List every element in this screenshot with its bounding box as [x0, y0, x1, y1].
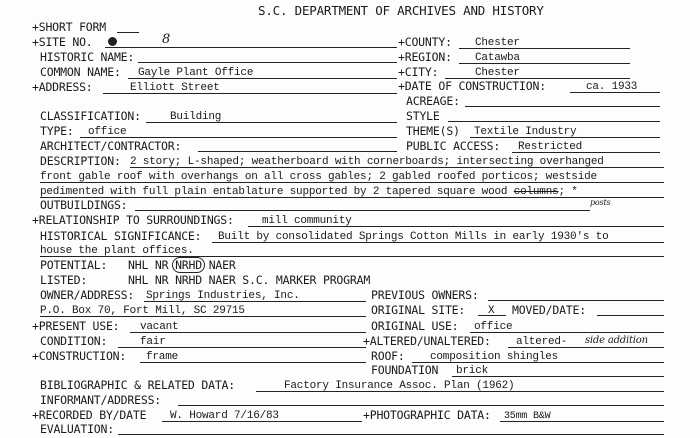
present-use-label: +PRESENT USE: [32, 319, 120, 333]
condition-value: fair [140, 336, 166, 348]
informant-label: INFORMANT/ADDRESS: [40, 393, 162, 407]
significance-rule-1 [212, 242, 664, 243]
altered-line [508, 347, 664, 348]
photographic-line [500, 421, 664, 422]
description-rule-3 [40, 197, 664, 198]
site-no-label: +SITE NO. [32, 35, 93, 49]
construction-value: frame [146, 351, 179, 363]
relationship-label: +RELATIONSHIP TO SURROUNDINGS: [32, 213, 234, 227]
region-line [459, 63, 630, 64]
historic-name-line [138, 62, 397, 63]
date-construction-line [570, 92, 660, 93]
owner-line-1: Springs Industries, Inc. [146, 290, 300, 302]
site-no-line [105, 47, 397, 48]
county-label: +COUNTY: [398, 35, 452, 49]
description-hand-note: posts [590, 198, 611, 207]
relationship-line [248, 226, 664, 227]
description-line-3: pedimented with full plain entablature supported by 2 tapered square wood columns; * [40, 186, 578, 198]
architect-line [198, 151, 397, 152]
foundation-label: FOUNDATION [371, 363, 439, 377]
city-value: Chester [475, 67, 520, 79]
photographic-value: 35mm B&W [504, 411, 551, 422]
public-access-line [512, 152, 660, 153]
condition-line [118, 347, 366, 348]
significance-rule-2 [40, 256, 664, 257]
themes-value: Textile Industry [474, 126, 577, 138]
previous-owners-label: PREVIOUS OWNERS: [371, 288, 479, 302]
nrhd-circled: NRHD [172, 257, 205, 273]
style-label: STYLE [406, 109, 440, 123]
recorded-by-line [162, 421, 362, 422]
potential-options: NHL NR NRHD NAER [128, 258, 236, 272]
present-use-value: vacant [140, 321, 179, 333]
roof-label: ROOF: [371, 349, 405, 363]
bibliographic-value: Factory Insurance Assoc. Plan (1962) [284, 380, 515, 392]
themes-label: THEME(S) [406, 124, 460, 138]
classification-label: CLASSIFICATION: [40, 109, 141, 123]
description-line-2: front gable roof with overhangs on all cross gables; 2 gabled roofed porticos; westside [40, 171, 597, 183]
owner-rule-2 [40, 316, 366, 317]
themes-line [470, 137, 660, 138]
recorded-by-label: +RECORDED BY/DATE [32, 408, 147, 422]
acreage-line [465, 106, 660, 107]
relationship-value: mill community [262, 215, 352, 227]
address-label: +ADDRESS: [32, 80, 93, 94]
recorded-by-value: W. Howard 7/16/83 [170, 410, 279, 422]
outbuildings-line [135, 210, 590, 211]
city-label: +CITY: [398, 65, 439, 79]
original-site-line [478, 315, 506, 316]
county-line [459, 48, 630, 49]
potential-label: POTENTIAL: [40, 258, 108, 272]
public-access-label: PUBLIC ACCESS: [406, 139, 501, 153]
informant-line [178, 405, 664, 406]
construction-line [140, 362, 366, 363]
short-form-line [117, 32, 139, 33]
common-name-label: COMMON NAME: [40, 65, 121, 79]
listed-label: LISTED: [40, 273, 88, 287]
site-no-value: 8 [162, 32, 171, 47]
common-name-line [128, 78, 397, 79]
photographic-label: +PHOTOGRAPHIC DATA: [363, 408, 491, 422]
type-label: TYPE: [40, 124, 74, 138]
region-value: Catawba [475, 52, 520, 64]
moved-date-label: MOVED/DATE: [512, 303, 586, 317]
address-line [103, 93, 397, 94]
original-site-label: ORIGINAL SITE: [371, 303, 466, 317]
acreage-label: ACREAGE: [406, 94, 460, 108]
altered-value: altered- [516, 336, 568, 348]
significance-line-1: Built by consolidated Springs Cotton Mills in early 1930's to [218, 231, 609, 243]
architect-label: ARCHITECT/CONTRACTOR: [40, 139, 182, 153]
original-use-line [470, 332, 664, 333]
moved-date-line [597, 315, 664, 316]
historic-name-label: HISTORIC NAME: [40, 50, 135, 64]
significance-label: HISTORICAL SIGNIFICANCE: [40, 229, 202, 243]
common-name-value: Gayle Plant Office [138, 67, 254, 79]
bibliographic-label: BIBLIOGRAPHIC & RELATED DATA: [40, 378, 235, 392]
original-use-value: office [474, 321, 513, 333]
roof-value: composition shingles [430, 351, 559, 363]
original-site-value: X [488, 305, 495, 317]
evaluation-label: EVALUATION: [40, 422, 114, 436]
altered-label: +ALTERED/UNALTERED: [363, 334, 491, 348]
classification-value: Building [170, 111, 222, 123]
foundation-line [452, 376, 664, 377]
form-header: S.C. DEPARTMENT OF ARCHIVES AND HISTORY [258, 3, 544, 18]
listed-options: NHL NR NRHD NAER S.C. MARKER PROGRAM [128, 273, 371, 287]
original-use-label: ORIGINAL USE: [371, 319, 459, 333]
description-line-1: 2 story; L-shaped; weatherboard with cornerboards; intersecting overhanged [130, 156, 604, 168]
significance-line-2: house the plant offices. [40, 245, 194, 257]
bibliographic-line [256, 391, 664, 392]
type-value: office [88, 126, 127, 138]
owner-rule-1 [144, 301, 366, 302]
description-rule-2 [40, 182, 664, 183]
region-label: +REGION: [398, 50, 452, 64]
roof-line [412, 362, 664, 363]
style-line [448, 121, 660, 122]
address-value: Elliott Street [130, 82, 220, 94]
construction-label: +CONSTRUCTION: [32, 349, 127, 363]
condition-label: CONDITION: [40, 334, 108, 348]
owner-line-2: P.O. Box 70, Fort Mill, SC 29715 [40, 305, 245, 317]
date-construction-value: ca. 1933 [586, 81, 638, 93]
description-rule-1 [130, 167, 664, 168]
date-construction-label: +DATE OF CONSTRUCTION: [398, 79, 546, 93]
foundation-value: brick [456, 365, 489, 377]
classification-line [146, 122, 397, 123]
public-access-value: Restricted [518, 141, 583, 153]
type-line [80, 137, 397, 138]
owner-label: OWNER/ADDRESS: [40, 288, 135, 302]
evaluation-line [118, 434, 664, 435]
outbuildings-label: OUTBUILDINGS: [40, 198, 128, 212]
previous-owners-line [488, 300, 664, 301]
present-use-line [130, 332, 366, 333]
county-value: Chester [475, 37, 520, 49]
description-label: DESCRIPTION: [40, 154, 121, 168]
altered-hand-note: side addition [585, 335, 648, 346]
short-form-label: +SHORT FORM [32, 20, 106, 34]
